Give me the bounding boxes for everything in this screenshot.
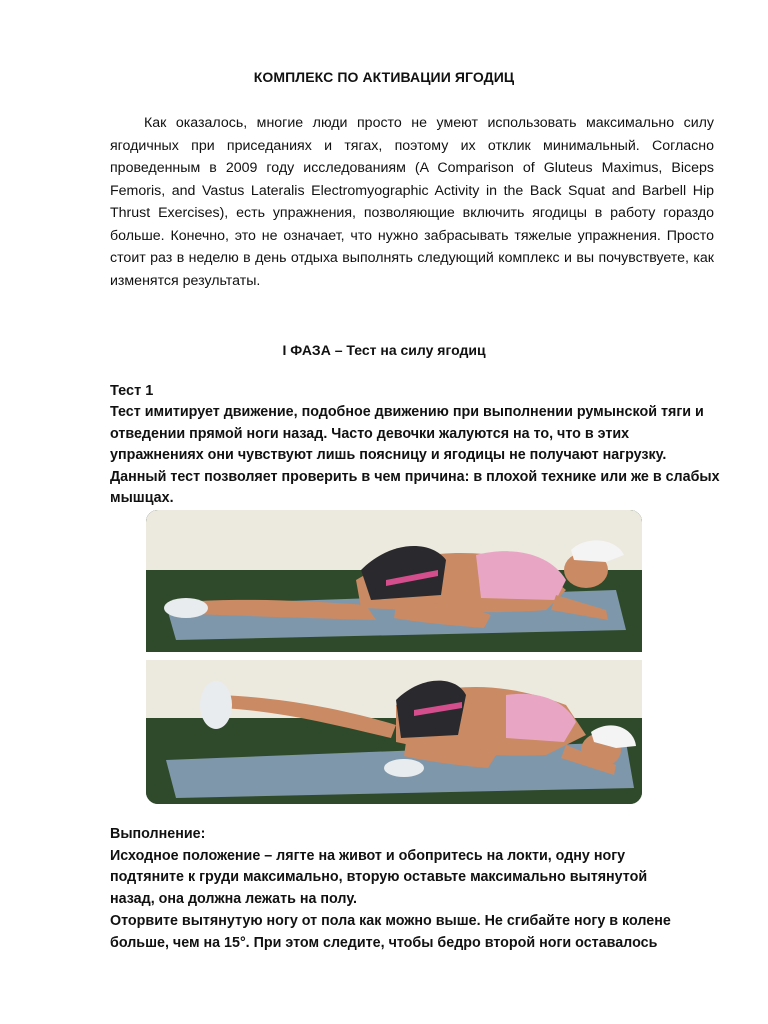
exercise-photo-illustration	[146, 510, 642, 804]
execution-line: больше, чем на 15°. При этом следите, чтобы бедро второй ноги оставалось	[110, 934, 658, 951]
photo-divider	[146, 652, 642, 660]
execution-line: Оторвите вытянутую ногу от пола как можно выше. Не сгибайте ногу в колене	[110, 912, 671, 929]
execution-line: подтяните к груди максимально, вторую оставьте максимально вытянутой	[110, 869, 648, 886]
exercise-photo	[146, 510, 642, 804]
execution-line: назад, она должна лежать на полу.	[110, 891, 357, 908]
execution-heading: Выполнение:	[110, 826, 206, 842]
phase-heading: I ФАЗА – Тест на силу ягодиц	[282, 342, 486, 358]
execution-instructions	[110, 824, 730, 954]
test-description: Тест имитирует движение, подобное движению при выполнении румынской тяги и отведении прямой ноги назад. Часто девочки жалуются на то, что в этих упражнениях они чувствуют лишь поясницу и ягодицы не получают нагрузку. Данный тест позволяет проверить в чем причина: в плохой технике или же в слабых мышцах.	[110, 404, 720, 507]
execution-line: Исходное положение – лягте на живот и обопритесь на локти, одну ногу	[110, 847, 626, 864]
test-title: Тест 1	[110, 383, 154, 399]
document-title: КОМПЛЕКС ПО АКТИВАЦИИ ЯГОДИЦ	[253, 69, 515, 85]
intro-paragraph: Как оказалось, многие люди просто не умеют использовать максимально силу ягодичных при приседаниях и тягах, поэтому их отклик минимальный. Согласно проведенным в 2009 году исследованиям (A Comparison of Gluteus Maximus, Biceps Femoris, and Vastus Lateralis Electromyographic Activity in the Back Squat and Barbell Hip Thrust Exercises), есть упражнения, позволяющие включить ягодицы в работу гораздо больше. Конечно, это не означает, что нужно забрасывать тяжелые упражнения. Просто стоит раз в неделю в день отдыха выполнять следующий комплекс и вы почувствуете, как изменятся результаты.	[110, 115, 714, 289]
photo-panel-bottom	[146, 660, 642, 804]
photo-panel-top	[146, 510, 642, 652]
